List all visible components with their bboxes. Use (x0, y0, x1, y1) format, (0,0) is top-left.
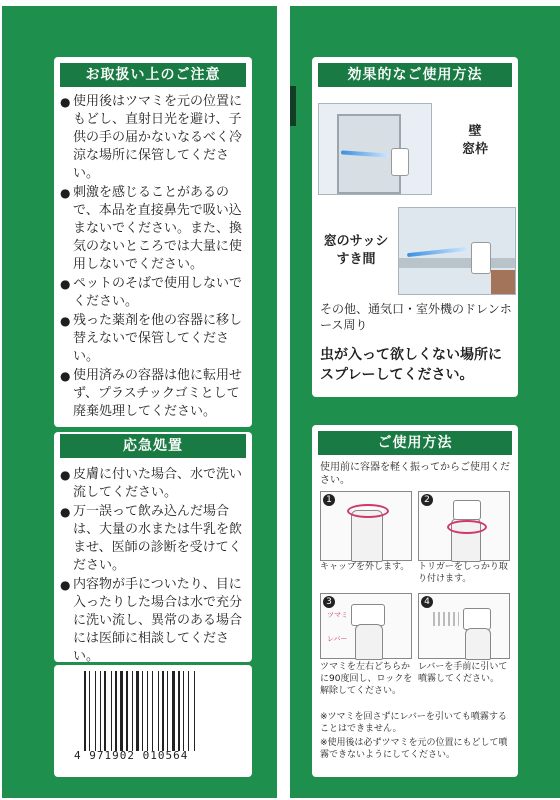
effective-use-card (312, 57, 518, 397)
barcode-bar (149, 671, 151, 751)
effective-title: 効果的なご使用方法 (318, 63, 512, 87)
barcode (84, 671, 234, 751)
lever-label: レバー (327, 635, 348, 643)
barcode-bar (89, 671, 90, 751)
barcode-bar (111, 671, 112, 751)
caution-item: ● 残った薬剤を他の容器に移し替えないで保管してください。 (60, 312, 248, 366)
bottle-icon (465, 628, 491, 660)
step-1-illustration (320, 491, 412, 561)
barcode-bar (147, 671, 148, 751)
barcode-bar (144, 671, 146, 751)
barcode-bar (194, 671, 195, 751)
barcode-bar (172, 671, 175, 751)
sash-label: 窓のサッシ すき間 (323, 234, 389, 267)
emergency-item: ● 万一誤って飲み込んだ場合は、大量の水または牛乳を飲ませ、医師の診断を受けてください。 (60, 503, 248, 575)
barcode-bar (129, 671, 131, 751)
other-locations-text: その他、通気口・室外機のドレンホース周り (320, 302, 512, 332)
step-2-caption: トリガーをしっかり取り付けます。 (418, 562, 508, 584)
barcode-bar (124, 671, 125, 751)
barcode-bar (185, 671, 187, 751)
barcode-bar (91, 671, 94, 751)
barcode-bar (169, 671, 171, 751)
sash-image (398, 207, 516, 295)
caution-item: ● 使用済みの容器は他に転用せず、プラスチックゴミとして廃棄処理してください。 (60, 367, 248, 421)
step-2-illustration (418, 491, 510, 561)
barcode-bar (132, 671, 133, 751)
barcode-bar (107, 671, 110, 751)
barcode-card (54, 665, 252, 777)
rotate-arrow-icon (347, 504, 389, 518)
step-4-caption: レバーを手前に引いて噴霧してください。 (418, 662, 508, 684)
bottle-icon (355, 624, 383, 660)
spray-instruction: 虫が入って欲しくない場所にスプレーしてください。 (320, 347, 502, 383)
barcode-bar (126, 671, 128, 751)
barcode-bar (104, 671, 106, 751)
barcode-bar (167, 671, 168, 751)
barcode-bar (118, 671, 119, 751)
spray-bottle-icon (391, 148, 409, 176)
emergency-title: 応急処置 (60, 434, 246, 458)
trigger-icon (453, 500, 481, 520)
caution-item: ● ペットのそばで使用しないでください。 (60, 275, 248, 311)
barcode-bar (87, 671, 88, 751)
barcode-bar (84, 671, 86, 751)
emergency-card (54, 432, 252, 662)
ground-icon (491, 270, 515, 294)
barcode-number: 4 971902 010564 (74, 749, 189, 762)
barcode-bar (154, 671, 157, 751)
barcode-bar (152, 671, 153, 751)
caution-card (54, 57, 252, 427)
step-number: 3 (323, 596, 335, 608)
trigger-icon (463, 608, 491, 630)
barcode-bar (181, 671, 182, 751)
barcode-bar (97, 671, 99, 751)
barcode-bar (196, 671, 198, 751)
barcode-bar (190, 671, 193, 751)
barcode-bar (102, 671, 103, 751)
barcode-bar (120, 671, 123, 751)
note-1: ※ツマミを回さずにレバーを引いても噴霧することはできません。 (320, 712, 507, 734)
note-2: ※使用後は必ずツマミを元の位置にもどして噴霧できないようにしてください。 (320, 738, 508, 760)
step-3-illustration (320, 593, 412, 659)
caution-item: ● 使用後はツマミを元の位置にもどし、直射日光を避け、子供の手の届かないなるべく冷涼な場所に保管してください。 (60, 93, 248, 183)
emergency-list (60, 466, 248, 667)
barcode-bar (183, 671, 184, 751)
knob-label: ツマミ (327, 611, 348, 619)
barcode-bar (140, 671, 141, 751)
caution-item: ● 刺激を感じることがあるので、本品を直接鼻先で吸い込まないでください。また、換気のないところでは大量に使用しないでください。 (60, 184, 248, 274)
barcode-bar (100, 671, 101, 751)
spray-mist-icon (433, 612, 459, 626)
emergency-item: ● 皮膚に付いた場合、水で洗い流してください。 (60, 466, 248, 502)
barcode-bar (188, 671, 189, 751)
barcode-bar (165, 671, 166, 751)
panel-edge (290, 86, 296, 126)
wall-label: 壁 窓枠 (461, 124, 488, 157)
barcode-bar (158, 671, 159, 751)
barcode-bar (134, 671, 135, 751)
step-number: 2 (421, 494, 433, 506)
usage-title: ご使用方法 (318, 431, 512, 455)
barcode-bar (178, 671, 180, 751)
step-3-caption: ツマミを左右どちらかに90度回し、ロックを解除してください。 (320, 662, 413, 696)
trigger-icon (351, 604, 385, 626)
barcode-bar (162, 671, 164, 751)
spray-bottle-icon (471, 242, 491, 274)
step-4-illustration (418, 593, 510, 659)
barcode-bar (176, 671, 177, 751)
barcode-bar (113, 671, 114, 751)
emergency-item: ● 内容物が手についたり、目に入ったりした場合は水で充分に洗い流し、異常のある場合には医師に相談してください。 (60, 576, 248, 666)
barcode-bar (160, 671, 161, 751)
spray-mist-icon (407, 247, 467, 257)
step-number: 1 (323, 494, 335, 506)
caution-title: お取扱い上のご注意 (60, 63, 246, 87)
sash-rail-icon (399, 258, 515, 268)
wall-window-image (318, 103, 432, 195)
step-number: 4 (421, 596, 433, 608)
barcode-bar (142, 671, 143, 751)
step-1-caption: キャップを外します。 (320, 562, 410, 572)
usage-intro: 使用前に容器を軽く振ってからご使用ください。 (320, 462, 510, 486)
barcode-bar (95, 671, 96, 751)
rotate-arrow-icon (447, 520, 487, 534)
barcode-bar (136, 671, 139, 751)
usage-card (312, 425, 518, 777)
caution-list (60, 93, 248, 422)
barcode-bar (115, 671, 117, 751)
